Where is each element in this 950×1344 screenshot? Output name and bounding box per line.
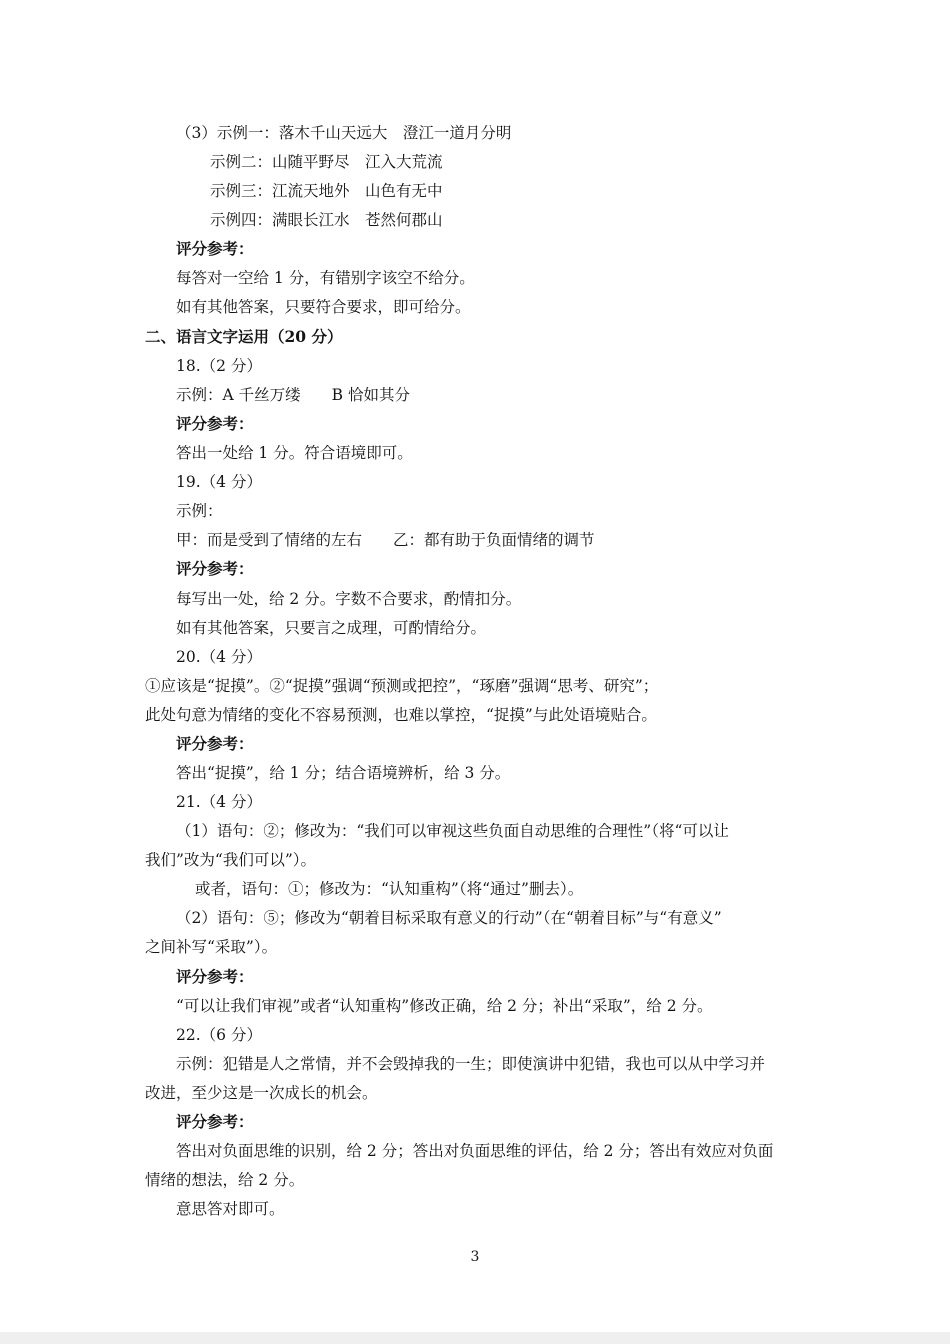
question-number: 21.（4 分） bbox=[176, 793, 262, 811]
scoring-heading: 评分参考： bbox=[176, 414, 254, 433]
text-line: 之间补写“采取”）。 bbox=[145, 938, 278, 956]
text-line: 示例三：江流天地外 山色有无中 bbox=[210, 182, 443, 200]
question-number: 22.（6 分） bbox=[176, 1026, 262, 1044]
text-line: 示例二：山随平野尽 江入大荒流 bbox=[210, 153, 443, 171]
text-line: 我们”改为“我们可以”）。 bbox=[145, 851, 317, 869]
text-line: 情绪的想法，给 2 分。 bbox=[145, 1171, 305, 1189]
text-line: 示例： bbox=[176, 502, 223, 520]
question-number: 20.（4 分） bbox=[176, 648, 262, 666]
scoring-heading: 评分参考： bbox=[176, 734, 254, 753]
question-number: 18.（2 分） bbox=[176, 357, 262, 375]
text-line: 甲：而是受到了情绪的左右 乙：都有助于负面情绪的调节 bbox=[176, 531, 595, 549]
text-line: ①应该是“捉摸”。②“捉摸”强调“预测或把控”，“琢磨”强调“思考、研究”； bbox=[145, 677, 659, 695]
text-line: 每写出一处，给 2 分。字数不合要求，酌情扣分。 bbox=[176, 590, 522, 608]
text-line: 此处句意为情绪的变化不容易预测，也难以掌控，“捉摸”与此处语境贴合。 bbox=[145, 706, 657, 724]
text-line: 示例：犯错是人之常情，并不会毁掉我的一生；即使演讲中犯错，我也可以从中学习并 bbox=[176, 1055, 766, 1073]
text-line: 示例：A 千丝万缕 B 恰如其分 bbox=[176, 386, 410, 404]
scoring-heading: 评分参考： bbox=[176, 559, 254, 578]
text-line: 如有其他答案，只要言之成理，可酌情给分。 bbox=[176, 619, 487, 637]
scoring-heading: 评分参考： bbox=[176, 239, 254, 258]
text-line: 答出“捉摸”，给 1 分；结合语境辨析，给 3 分。 bbox=[176, 764, 511, 782]
text-line: “可以让我们审视”或者“认知重构”修改正确，给 2 分；补出“采取”，给 2 分。 bbox=[176, 997, 713, 1015]
text-line: 或者，语句：①；修改为：“认知重构”（将“通过”删去）。 bbox=[195, 880, 584, 898]
question-number: 19.（4 分） bbox=[176, 473, 262, 491]
footer-strip bbox=[0, 1332, 950, 1344]
text-line: （2）语句：⑤；修改为“朝着目标采取有意义的行动”（在“朝着目标”与“有意义” bbox=[176, 909, 722, 927]
scoring-heading: 评分参考： bbox=[176, 967, 254, 986]
scoring-heading: 评分参考： bbox=[176, 1112, 254, 1131]
text-line: 答出对负面思维的识别，给 2 分；答出对负面思维的评估，给 2 分；答出有效应对负面 bbox=[176, 1142, 774, 1160]
page-number: 3 bbox=[470, 1249, 480, 1265]
text-line: （1）语句：②；修改为：“我们可以审视这些负面自动思维的合理性”（将“可以让 bbox=[176, 822, 729, 840]
text-line: 意思答对即可。 bbox=[176, 1200, 285, 1218]
text-line: 示例四：满眼长江水 苍然何郡山 bbox=[210, 211, 443, 229]
section-heading: 二、语言文字运用（20 分） bbox=[145, 327, 343, 346]
text-line: 每答对一空给 1 分，有错别字该空不给分。 bbox=[176, 269, 475, 287]
text-line: 改进，至少这是一次成长的机会。 bbox=[145, 1084, 378, 1102]
text-line: 答出一处给 1 分。符合语境即可。 bbox=[176, 444, 413, 462]
text-line: （3）示例一：落木千山天远大 澄江一道月分明 bbox=[176, 124, 512, 142]
text-line: 如有其他答案，只要符合要求，即可给分。 bbox=[176, 298, 471, 316]
